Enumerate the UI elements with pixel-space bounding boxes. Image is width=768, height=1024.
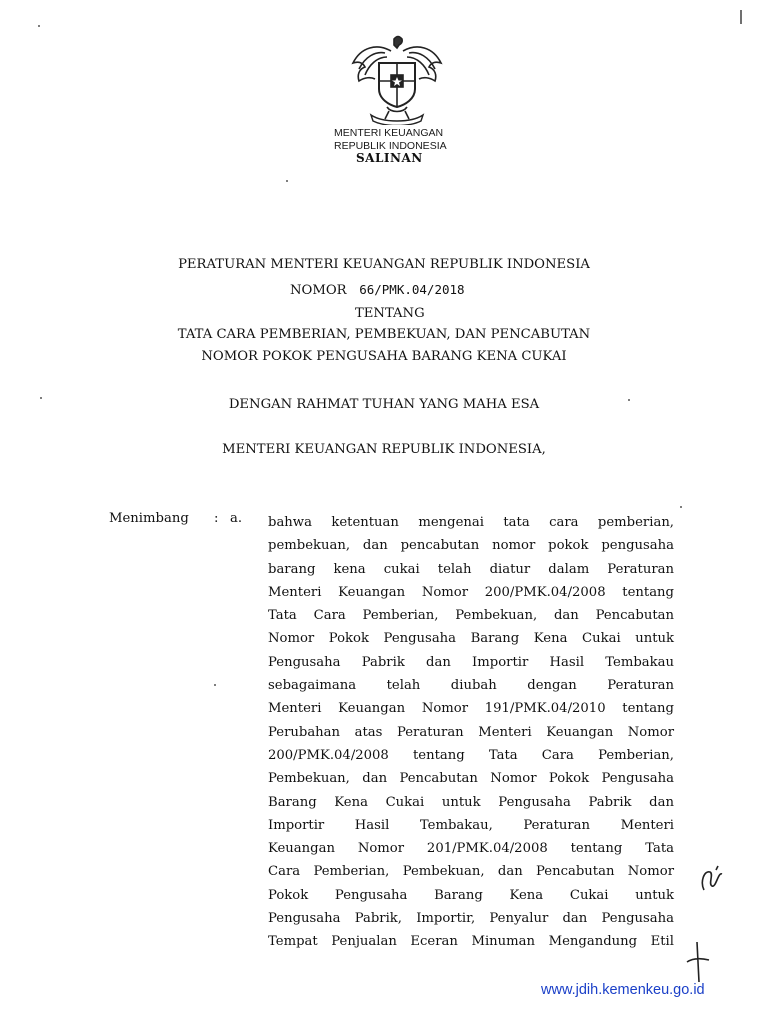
subject-line-1: TATA CARA PEMBERIAN, PEMBEKUAN, DAN PENCABUTAN [177,327,591,342]
copy-stamp: SALINAN [356,151,423,165]
paragraph-line: Pengusaha Pabrik, Importir, Penyalur dan Pengusaha [268,911,674,927]
paragraph-line: Tata Cara Pemberian, Pembekuan, dan Pencabutan [268,608,674,624]
subject-line-2: NOMOR POKOK PENGUSAHA BARANG KENA CUKAI [201,349,567,364]
considering-colon: : [214,511,219,526]
considering-letter: a. [230,511,243,526]
paragraph-line: Menteri Keuangan Nomor 200/PMK.04/2008 tentang [268,584,674,600]
footer-url-link[interactable]: www.jdih.kemenkeu.go.id [541,982,705,998]
paraf-initial-icon [698,862,728,902]
regulation-number-label: NOMOR [290,283,347,298]
issuer: MENTERI KEUANGAN REPUBLIK INDONESIA, [222,442,546,457]
invocation: DENGAN RAHMAT TUHAN YANG MAHA ESA [228,397,540,412]
about-label: TENTANG [355,306,425,321]
ministry-letterhead [334,127,474,152]
considering-label: Menimbang [109,511,189,526]
paragraph-line: Keuangan Nomor 201/PMK.04/2008 tentang Tata [268,841,674,857]
garuda-emblem-icon [347,33,447,125]
regulation-number [290,282,465,298]
regulation-number-value: 66/PMK.04/2018 [359,282,465,297]
ministry-name-line1: MENTERI KEUANGAN [334,127,444,139]
paragraph-line: bahwa ketentuan mengenai tata cara pemberian, [268,515,674,530]
paragraph-line: Menteri Keuangan Nomor 191/PMK.04/2010 tentang [268,701,674,717]
paragraph-line: pembekuan, dan pencabutan nomor pokok pengusaha [268,538,674,554]
scan-speck [38,25,40,27]
paragraph-line: Importir Hasil Tembakau, Peraturan Menteri [268,817,674,833]
paraf-mark-icon [683,940,713,984]
regulation-title: PERATURAN MENTERI KEUANGAN REPUBLIK INDONESIA [178,257,590,272]
paragraph-line: Pengusaha Pabrik dan Importir Hasil Tembakau [268,654,674,670]
paragraph-line: 200/PMK.04/2008 tentang Tata Cara Pemberian, [268,747,674,763]
paragraph-line: Barang Kena Cukai untuk Pengusaha Pabrik dan [268,794,674,810]
considering-paragraph [268,511,674,954]
scan-speck [214,684,216,686]
scan-speck [680,506,682,508]
paragraph-line: Pembekuan, dan Pencabutan Nomor Pokok Pengusaha [268,771,674,787]
corner-tick-icon [736,8,746,30]
paragraph-line: Cara Pemberian, Pembekuan, dan Pencabutan Nomor [268,864,674,880]
paragraph-line: Pokok Pengusaha Barang Kena Cukai untuk [268,887,674,903]
paragraph-line: Perubahan atas Peraturan Menteri Keuangan Nomor [268,724,674,740]
scan-speck [286,180,288,182]
paragraph-line: sebagaimana telah diubah dengan Peraturan [268,678,674,694]
scan-speck [40,397,42,399]
ministry-name-line2: REPUBLIK INDONESIA [334,139,447,152]
scan-speck [628,399,630,401]
paragraph-line: Tempat Penjualan Eceran Minuman Mengandung Etil [268,934,674,950]
paragraph-line: Nomor Pokok Pengusaha Barang Kena Cukai untuk [268,631,674,647]
paragraph-line: barang kena cukai telah diatur dalam Peraturan [268,561,674,577]
